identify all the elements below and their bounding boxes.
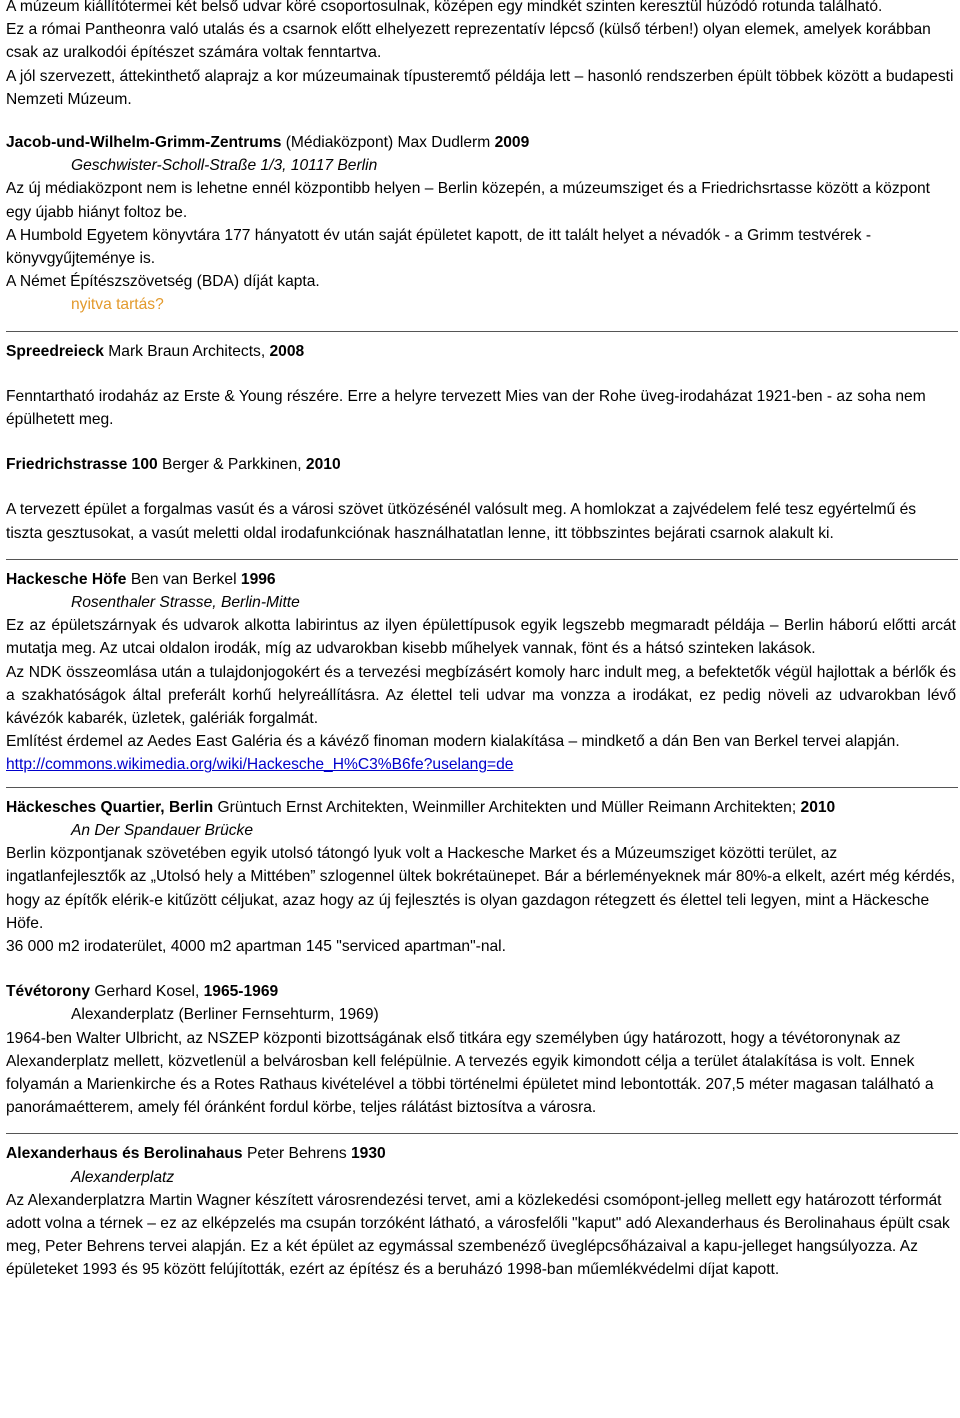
tower-year: 1965-1969 xyxy=(203,983,279,1001)
spreedreieck-architect: Mark Braun Architects, xyxy=(103,342,270,360)
quartier-paragraph-2: 36 000 m2 irodaterület, 4000 m2 apartman 145 "serviced apartman"-nal. xyxy=(6,937,506,955)
alexanderhaus-title: Alexanderhaus és Berolinahaus xyxy=(6,1145,243,1163)
spreedreieck-paragraph-1: Fenntartható irodaház az Erste & Young részére. Erre a helyre tervezett Mies van der Rohe üveg-irodaházat 1921-ben - az soha nem épülhetett meg. xyxy=(6,387,926,429)
hackesche-address: Rosenthaler Strasse, Berlin-Mitte xyxy=(71,594,300,612)
intro-section xyxy=(6,0,956,111)
friedrichstrasse-architect: Berger & Parkkinen, xyxy=(157,456,306,474)
friedrichstrasse-paragraph-1: A tervezett épület a forgalmas vasút és a városi szövet ütközésénél valósult meg. A homlokzat a zajvédelem felé tesz egyértelmű és tiszta gesztusokat, a vasút meletti oldal irodafunkciónak használhatatlan lenne, itt többszintes bejárati csarnok alakult ki. xyxy=(6,501,917,542)
quartier-year: 2010 xyxy=(800,798,836,816)
quartier-section xyxy=(6,796,956,958)
alexanderhaus-year: 1930 xyxy=(350,1145,386,1163)
alexanderhaus-section xyxy=(6,1142,956,1281)
hackesche-heading xyxy=(6,568,956,591)
hackesche-architect: Ben van Berkel xyxy=(126,570,241,588)
grimm-title: Jacob-und-Wilhelm-Grimm-Zentrums xyxy=(6,134,282,152)
grimm-paragraph-3: A Német Építészszövetség (BDA) díját kapta. xyxy=(6,273,320,291)
alexanderhaus-architect: Peter Behrens xyxy=(242,1145,351,1163)
grimm-paragraph-2: A Humbold Egyetem könyvtára 177 hányatott év után saját épületet kapott, de itt talált helyet a névadók - a Grimm testvérek - könyvgyűjteménye is. xyxy=(6,226,872,268)
hackesche-paragraph-3: Említést érdemel az Aedes East Galéria és a kávéző finoman modern kialakítása – mindkető a dán Ben van Berkel tervei alapján. xyxy=(6,733,900,751)
wikimedia-link[interactable]: http://commons.wikimedia.org/wiki/Hackesche_H%C3%B6fe?uselang=de xyxy=(6,756,514,774)
tower-title: Tévétorony xyxy=(6,983,91,1001)
grimm-year: 2009 xyxy=(494,134,530,152)
hackesche-paragraph-2: Az NDK összeomlása után a tulajdonjogokért és a tervezési megbízásért komoly harc indult meg, a befektetők végül hajlottak a bérlők és a szakhatóságok által preferált korhű helyreállításra. Az élettel teli udvar ma vonzza a irodákat, ez pedig növeli az udvarokban lévő kávézók kabarék, üzletek, galériák forgalmát. xyxy=(6,663,956,728)
hackesche-year: 1996 xyxy=(240,570,276,588)
alexanderhaus-heading xyxy=(6,1142,956,1165)
quartier-title: Häckesches Quartier, Berlin xyxy=(6,798,214,816)
quartier-address: An Der Spandauer Brücke xyxy=(71,821,254,839)
tower-section xyxy=(6,980,956,1119)
tower-architect: Gerhard Kosel, xyxy=(90,983,204,1001)
tower-heading xyxy=(6,980,956,1003)
grimm-section xyxy=(6,131,956,317)
friedrichstrasse-section xyxy=(6,453,956,545)
tower-address: Alexanderplatz (Berliner Fernsehturm, 1969) xyxy=(71,1006,379,1024)
grimm-note: nyitva tartás? xyxy=(71,296,164,314)
quartier-architects: Grüntuch Ernst Architekten, Weinmiller Architekten und Müller Reimann Architekten; xyxy=(213,798,801,816)
friedrichstrasse-heading xyxy=(6,453,956,476)
hackesche-section xyxy=(6,568,956,777)
spreedreieck-year: 2008 xyxy=(269,342,305,360)
alexanderhaus-address: Alexanderplatz xyxy=(71,1168,175,1186)
intro-paragraph-2: Ez a római Pantheonra való utalás és a csarnok előtt elhelyezett reprezentatív lépcső (külső térben!) olyan elemek, amelyek korábban csak az uralkodói építészet számára voltak fenntartva. xyxy=(6,21,931,62)
grimm-heading xyxy=(6,131,956,154)
grimm-architect: (Médiaközpont) Max Dudlerm xyxy=(281,134,495,152)
intro-paragraph-1: A múzeum kiállítótermei két belső udvar köré csoportosulnak, középen egy mindkét szinten keresztül húzódó rotunda található. xyxy=(6,0,883,15)
alexanderhaus-paragraph-1: Az Alexanderplatzra Martin Wagner készített városrendezési tervet, ami a közlekedési csomópont-jelleg mellett egy határozott térformát adott volna a térnek – ez az elképzelés ma csupán torzóként látható, a városfelőli "kaput" adó Alexanderhaus és Berolinahaus épült csak meg, Peter Behrens tervei alapján. Ez a két épület az egymással szembenéző üveglépcsőházaival a kapu-jelleget hangsúlyozza. Az épületeket 1993 és 95 között felújították, ezért az építész és a beruházó 1998-ban műemlékvédelmi díjat kapott. xyxy=(6,1191,950,1279)
grimm-address: Geschwister-Scholl-Straße 1/3, 10117 Berlin xyxy=(71,157,378,175)
quartier-heading xyxy=(6,796,956,819)
document-page xyxy=(6,0,956,1282)
grimm-paragraph-1: Az új médiaközpont nem is lehetne ennél központibb helyen – Berlin közepén, a múzeumsziget és a Friedrichsrtasse között a központ egy újabb hiányt foltoz be. xyxy=(6,180,931,221)
quartier-paragraph-1: Berlin központjanak szövetében egyik utolsó tátongó lyuk volt a Hackesche Market és a Múzeumsziget közötti terület, az ingatlanfejlesztők az „Utolsó hely a Mittében” szlogennel ültek bokrétaünepet. Bár a bérleményeknek már 80%-a elkelt, azért még kérdés, hogy az építők elérik-e kitűzött céljukat, azaz hogy az új fejlesztés is olyan gazdagon rétegzett és élettel teli legyen, mint a Häckesche Höfe. xyxy=(6,845,956,932)
spreedreieck-section xyxy=(6,340,956,432)
spreedreieck-heading xyxy=(6,340,956,363)
tower-paragraph-1: 1964-ben Walter Ulbricht, az NSZEP központi bizottságának első titkára egy személyben úgy határozott, hogy a tévétoronynak az Alexanderplatz mellett, közvetlenül a belvárosban kell felépülnie. A tervezés egyik kimondott célja a terület átalakítása is volt. Ennek folyamán a Marienkirche és a Rotes Rathaus kivételével a többi történelmi épületet mind lebontották. 207,5 méter magasan található a panorámaétterem, amely fél óránként fordul körbe, teljes rálátást biztosítva a városra. xyxy=(6,1029,934,1117)
intro-paragraph-3: A jól szervezett, áttekinthető alaprajz a kor múzeumainak típusteremtő példája lett – hasonló rendszerben épült többek között a budapesti Nemzeti Múzeum. xyxy=(6,67,954,108)
friedrichstrasse-title: Friedrichstrasse 100 xyxy=(6,456,158,474)
spreedreieck-title: Spreedreieck xyxy=(6,342,104,360)
hackesche-title: Hackesche Höfe xyxy=(6,570,127,588)
hackesche-paragraph-1: Ez az épületszárnyak és udvarok alkotta labirintus az ilyen épülettípusok egyik legszebb megmaradt példája – Berlin háború előtti arcát mutatja meg. Az utcai oldalon irodák, míg az udvarokban kisebb műhelyek vannak, fönt és a hátsó szinteken lakások. xyxy=(6,617,956,658)
friedrichstrasse-year: 2010 xyxy=(305,456,341,474)
